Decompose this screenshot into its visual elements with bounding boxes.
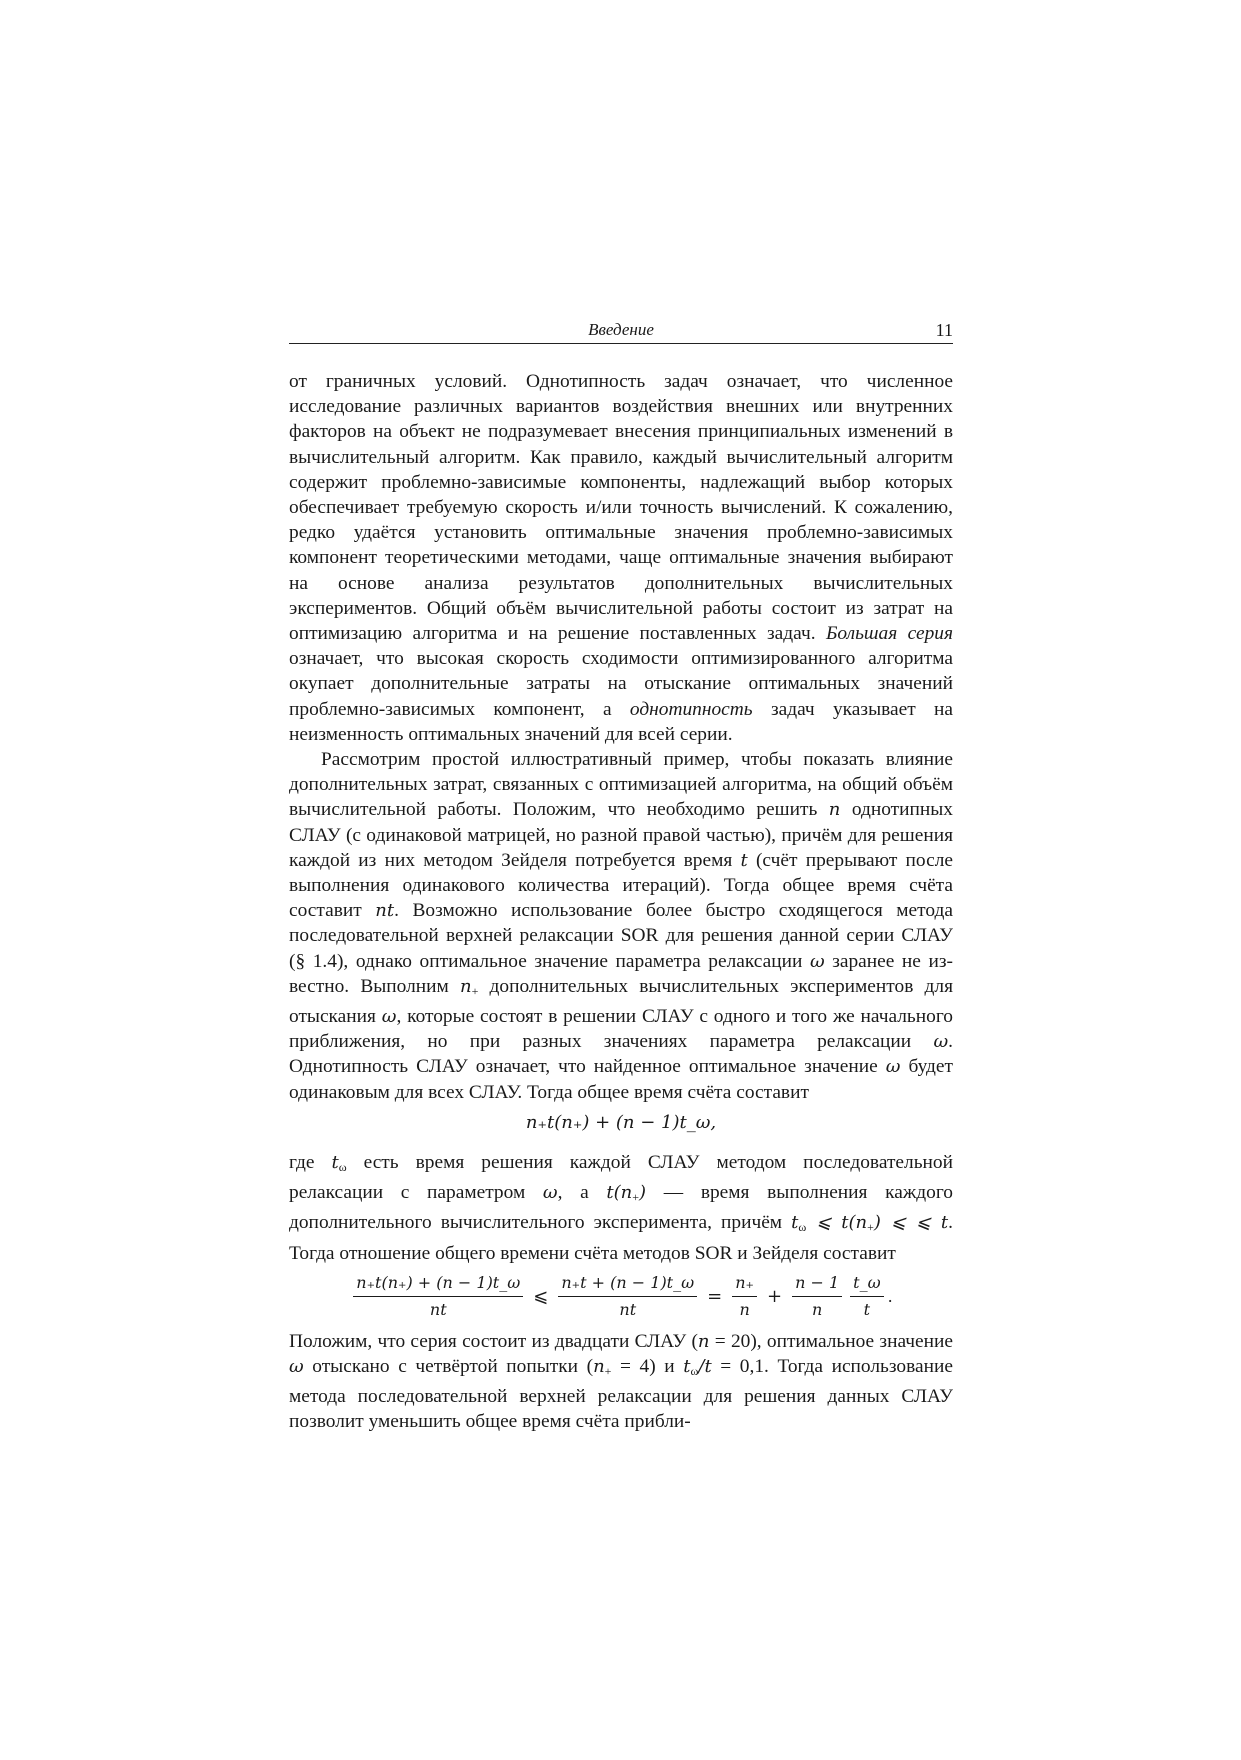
math-symbol: t(n bbox=[841, 1212, 868, 1234]
text-run: дополнительных вычислительных экспериментов для отыскания bbox=[289, 975, 953, 1028]
math-subscript: + bbox=[632, 1190, 640, 1205]
text-run: . Тогда отношение общего времени счёта методов SOR и Зейделя составит bbox=[289, 1212, 953, 1264]
text-run: однотипных СЛАУ (с одинаковой матрицей, но разной правой частью), причём для решения каждой из них методом Зейделя потребуется время bbox=[289, 799, 953, 871]
text-run: , которые состоят в решении СЛАУ с одного и того же начального приближения, но при разных значениях параметра релаксации bbox=[289, 1006, 953, 1053]
math-symbol: n bbox=[459, 975, 472, 997]
text-run: (счёт прерывают после выполнения одинакового количества итераций). Тогда общее время счёта составит bbox=[289, 849, 954, 922]
math-symbol: t bbox=[331, 1151, 339, 1173]
text-run: задач указывает на неизменность оптимальных значений для всей серии. bbox=[289, 698, 953, 745]
math-symbol: t bbox=[791, 1212, 799, 1234]
math-symbol: t bbox=[704, 1355, 712, 1377]
fraction-denominator: nt bbox=[429, 1299, 447, 1319]
text-run: отыскано с четвёртой попытки ( bbox=[303, 1355, 594, 1377]
fraction-numerator: t_ω bbox=[850, 1272, 883, 1297]
text-run: , а bbox=[557, 1182, 607, 1204]
math-symbol: n bbox=[697, 1330, 710, 1352]
body-text bbox=[289, 369, 953, 1435]
math-symbol: t(n bbox=[606, 1182, 633, 1204]
math-symbol: ω bbox=[381, 1006, 397, 1028]
text-run: будет одинаковым для всех СЛАУ. Тогда общее время счёта составит bbox=[289, 1056, 953, 1103]
math-symbol: nt bbox=[375, 900, 395, 922]
paragraph-4 bbox=[289, 1329, 953, 1435]
page-header bbox=[289, 319, 953, 344]
math-subscript: + bbox=[471, 983, 479, 998]
math-subscript: ω bbox=[690, 1363, 699, 1378]
fraction-numerator: n₊t(n₊) + (n − 1)t_ω bbox=[353, 1272, 523, 1297]
fraction-denominator: n bbox=[811, 1299, 823, 1319]
fraction-1 bbox=[353, 1272, 523, 1321]
math-symbol: ⩽ bbox=[806, 1212, 842, 1234]
text-run: = 4) и bbox=[611, 1355, 684, 1377]
math-symbol: ) bbox=[639, 1182, 647, 1204]
math-symbol: n bbox=[593, 1355, 605, 1377]
math-symbol: t bbox=[740, 849, 748, 871]
text-run: — время выполнения каждого дополнительного вычислительного эксперимента, причём bbox=[289, 1182, 954, 1234]
math-symbol: ω bbox=[885, 1056, 901, 1078]
text-run: = 20), оптимальное значение bbox=[709, 1330, 953, 1352]
emphasis-text: Большая серия bbox=[825, 623, 953, 645]
math-subscript: + bbox=[604, 1363, 612, 1378]
emphasis-text: однотипность bbox=[629, 698, 753, 720]
text-run: есть время решения каждой СЛАУ методом последовательной релаксации с параметром bbox=[289, 1151, 953, 1204]
math-subscript: ω bbox=[338, 1159, 347, 1174]
fraction-denominator: t bbox=[863, 1299, 871, 1319]
text-run: означает, что высокая скорость сходимости оптимизированного алгоритма окупает дополнительные затраты на отыскание оптимальных значений проблемно-зависимых компонент, а bbox=[289, 648, 953, 720]
text-run: где bbox=[289, 1151, 332, 1173]
paragraph-2 bbox=[289, 747, 953, 1105]
plus-sign: + bbox=[767, 1285, 783, 1307]
equals-sign: = bbox=[707, 1285, 723, 1307]
fraction-2 bbox=[558, 1272, 697, 1321]
math-symbol: ω bbox=[809, 950, 825, 972]
math-symbol: ) ⩽ ⩽ t bbox=[873, 1212, 949, 1234]
math-symbol: t bbox=[683, 1355, 691, 1377]
paragraph-1 bbox=[289, 369, 953, 747]
paragraph-3 bbox=[289, 1150, 953, 1266]
fraction-numerator: n − 1 bbox=[792, 1272, 842, 1297]
text-run: от граничных условий. Однотипность задач означает, что численное исследование различных вариантов воздействия внешних или внутренних факторов на объект не подразумевает внесения принципиальных изменений в вычислительный алгоритм. Как правило, каждый вычислительный алгоритм содержит проблемно-зависимые компоненты, надлежащий выбор которых обеспечивает требуемую скорость и/или точность вычислений. К сожалению, редко удаётся установить оптимальные значения проблемно-зависимых компонент теоретическими методами, чаще оптимальные значения выбирают на основе анализа результатов дополнительных вычислительных экспериментов. Общий объём вычислительной работы состоит из затрат на оптимизацию алгоритма и на решение поставленных задач. bbox=[289, 371, 953, 645]
math-symbol: ω bbox=[542, 1182, 558, 1204]
math-symbol: / bbox=[698, 1355, 705, 1377]
text-run: Положим, что серия состоит из двадцати СЛАУ ( bbox=[289, 1330, 698, 1352]
text-run: . Возможно использование более быстро сходящегося метода последовательной верхней релаксации SOR для решения данной серии СЛАУ (§ 1.4), однако оптимальное значение параметра релаксации bbox=[289, 900, 953, 972]
fraction-numerator: n₊t + (n − 1)t_ω bbox=[558, 1272, 697, 1297]
equation-total-time bbox=[289, 1107, 953, 1139]
text-run: Рассмотрим простой иллюстративный пример, чтобы показать влияние дополнительных затрат, связанных с оптимизацией алгоритма, на общий объём вычислительной работы. Положим, что необходимо решить bbox=[289, 749, 953, 821]
page-number: 11 bbox=[935, 320, 953, 340]
equation-text: n₊t(n₊) + (n − 1)t_ω, bbox=[525, 1111, 717, 1133]
text-run: . Однотипность СЛАУ означает, что найденное оптимальное значение bbox=[289, 1031, 953, 1078]
math-subscript: + bbox=[867, 1220, 874, 1235]
math-symbol: ω bbox=[289, 1355, 304, 1377]
text-run: заранее не известно. Выполним bbox=[289, 950, 953, 997]
fraction-3 bbox=[732, 1272, 757, 1321]
fraction-5 bbox=[850, 1272, 883, 1321]
equation-end-period: . bbox=[887, 1286, 893, 1306]
fraction-denominator: nt bbox=[619, 1299, 637, 1319]
running-title: Введение bbox=[588, 320, 654, 339]
math-subscript: ω bbox=[798, 1220, 807, 1235]
equation-ratio bbox=[289, 1272, 953, 1321]
fraction-numerator: n₊ bbox=[732, 1272, 757, 1297]
text-run: = 0,1. Тогда использование метода последовательной верхней релаксации для решения данных СЛАУ позволит уменьшить общее время счёта прибли- bbox=[289, 1355, 953, 1433]
fraction-4 bbox=[792, 1272, 842, 1321]
relation-sign: ⩽ bbox=[533, 1285, 549, 1307]
math-symbol: n bbox=[828, 799, 841, 821]
math-symbol: ω bbox=[933, 1031, 949, 1053]
fraction-denominator: n bbox=[739, 1299, 750, 1319]
